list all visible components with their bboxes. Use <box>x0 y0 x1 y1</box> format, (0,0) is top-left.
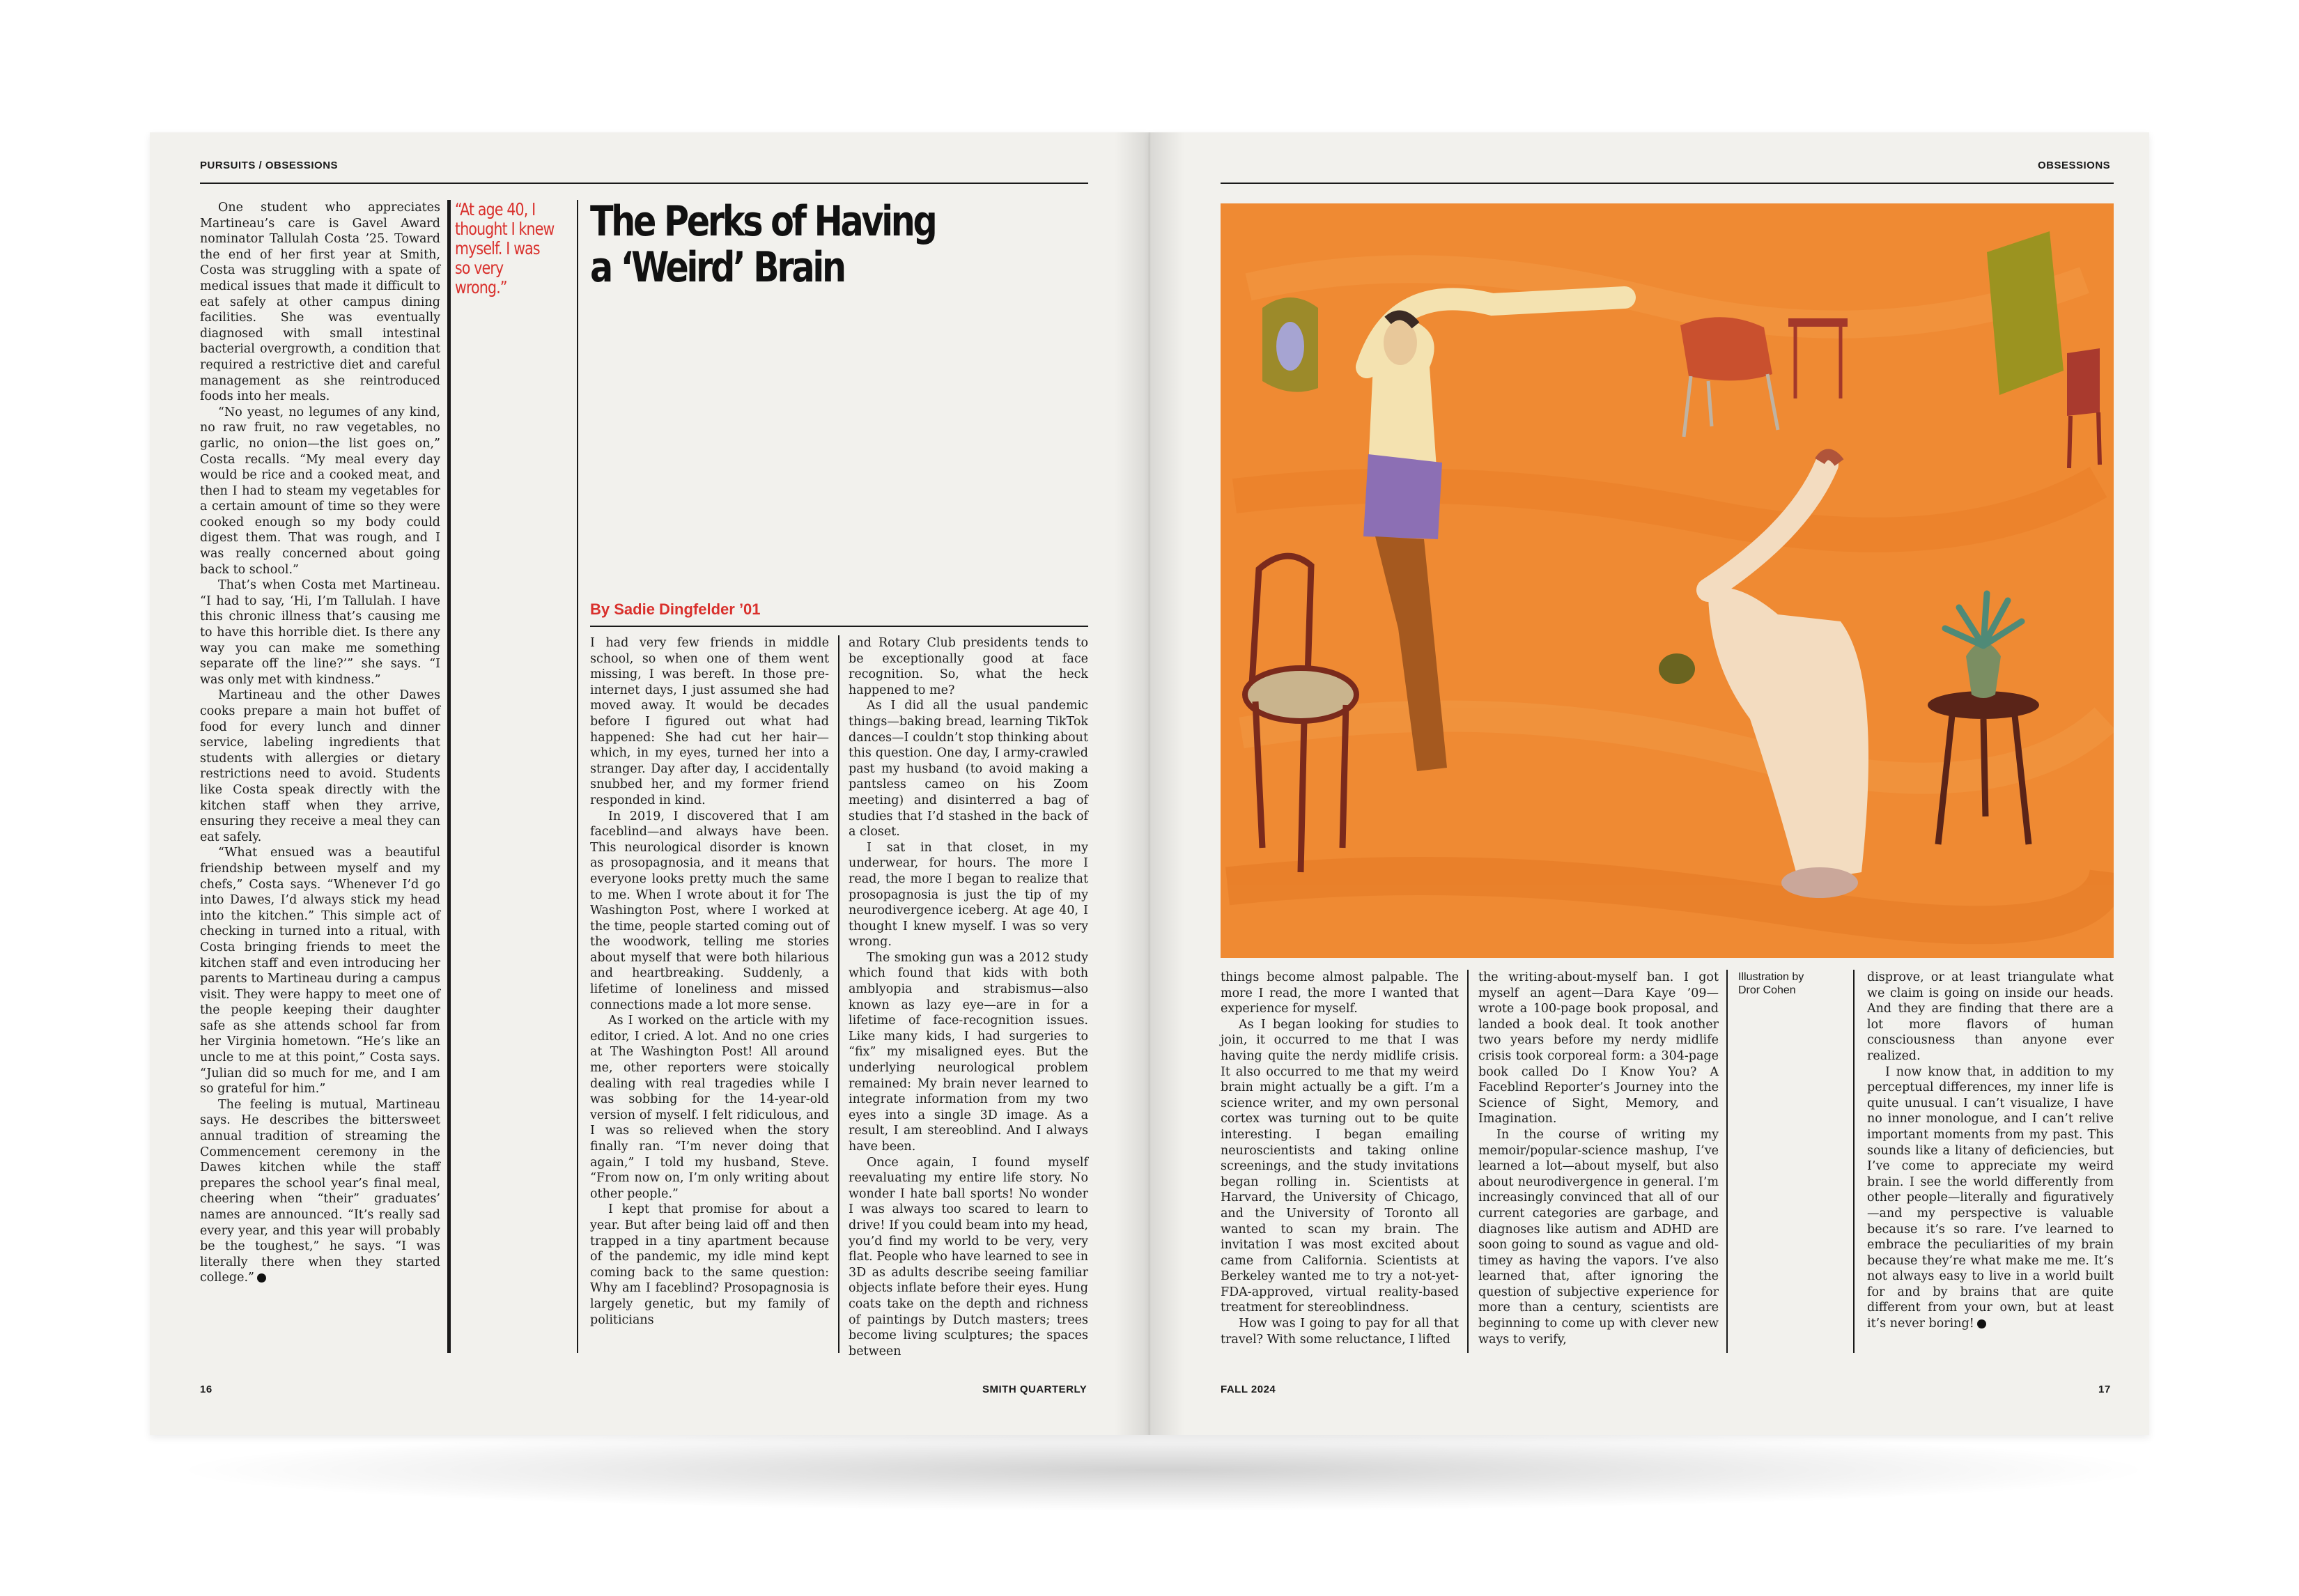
paragraph: That’s when Costa met Martineau. “I had to say, ‘Hi, I’m Tallulah. I have this chronic illness that’s causing me to have this horrible diet. Is there any way you can make me something separate off the line?’” she says. “I was only met with kindness.” <box>200 578 440 687</box>
illustration <box>1221 203 2114 958</box>
credit-line-2: Dror Cohen <box>1738 984 1796 996</box>
column-divider <box>1467 970 1469 1353</box>
paragraph: As I did all the usual pandemic things—baking bread, learning TikTok dances—I couldn’t stop thinking about this question. One day, I army-crawled past my husband (to avoid making a pantsless cameo on his Zoom meeting) and disinterred a bag of studies that I’d stashed in the back of a closet. <box>849 699 1088 839</box>
headline-line-1: The Perks of Having <box>590 197 936 246</box>
paragraph-text: The feeling is mutual, Martineau says. He describes the bittersweet annual tradition of streaming the Commencement ceremony in the Dawes kitchen while the staff prepares the school year’s final meal, cheering when “their” graduates’ names are announced. “It’s really sad every year, and this year will probably be the toughest,” he says. “I was literally there when they started college.” <box>200 1097 440 1285</box>
paragraph: Once again, I found myself reevaluating my entire life story. No wonder I hate ball sports! No wonder I was always too scared to learn to drive! If you could beam into my head, you’d find my world to be very, very flat. People who have learned to see in 3D as adults describe seeing familiar objects inflate before their eyes. Hung coats take on the depth and richness of paintings by Dutch masters; trees become living sculptures; the spaces between <box>849 1155 1088 1358</box>
paragraph: “What ensued was a beautiful friendship between myself and my chefs,” Costa says. “Whenever I’d go into Dawes, I’d always stick my head into the kitchen.” This simple act of checking in turned into a ritual, with Costa bringing friends to meet the kitchen staff and even introducing her parents to Martineau during a campus visit. They were happy to meet one of the people keeping their daughter safe as she attends school far from her Virginia hometown. “He’s like an uncle to me at this point,” Costa says. “Julian did so much for me, and I am so grateful for him.” <box>200 846 440 1097</box>
right-header-rule <box>1221 183 2114 184</box>
cabinet <box>1987 231 2064 395</box>
paragraph: How was I going to pay for all that travel? With some reluctance, I lifted <box>1221 1317 1459 1347</box>
plant-vase <box>1966 642 2001 698</box>
byline-rule <box>590 626 1088 627</box>
bending-figure-head <box>1659 653 1695 684</box>
right-column-2 <box>1478 970 1719 1347</box>
left-column-3 <box>849 635 1088 1359</box>
paragraph: I kept that promise for about a year. But after being laid off and then trapped in a tiny apartment because of the pandemic, my idle mind kept coming back to the same question: Why am I faceblind? Prosopagnosia is largely genetic, but my family of politicians <box>590 1202 829 1327</box>
end-mark-icon <box>257 1273 266 1283</box>
pull-quote: “At age 40, I thought I knew myself. I was so very wrong.” <box>455 199 555 297</box>
paragraph: The smoking gun was a 2012 study which found that kids with both amblyopia and strabismus—also known as lazy eye—are in for a lifetime of face-recognition issues. Like many kids, I had surgeries to “fix” my misaligned eyes. But the underlying neurological problem remained: My brain never learned to integrate information from my two eyes into a single 3D image. As a result, I am stereoblind. And I always have been. <box>849 950 1088 1154</box>
column-divider <box>1726 970 1728 1353</box>
issue-date: FALL 2024 <box>1221 1384 1276 1395</box>
paragraph: and Rotary Club presidents tends to be exceptionally good at face recognition. So, what the heck happened to me? <box>849 636 1088 697</box>
left-column-1 <box>200 200 440 1286</box>
page-number-left: 16 <box>200 1384 212 1395</box>
end-mark-icon <box>1977 1319 1986 1328</box>
standing-figure-skirt <box>1363 454 1442 539</box>
paragraph <box>200 1097 440 1286</box>
paragraph: things become almost palpable. The more I read, the more I wanted that experience for myself. <box>1221 970 1459 1016</box>
paragraph: In the course of writing my memoir/popular-science mashup, I’ve learned a lot—about myself, but also about neurodivergence in general. I’m increasingly convinced that all of our current categories are garbage, and diagnoses like autism and ADHD are soon going to sound as vague and old-timey as having the vapors. I’ve also learned that, after ignoring the question of subjective experience for more than a century, scientists are beginning to come up with clever new ways to verify, <box>1478 1127 1719 1347</box>
mirror-reflection <box>1276 322 1304 371</box>
left-column-2 <box>590 635 829 1328</box>
paragraph: As I began looking for studies to join, it occurred to me that I was having quite the nerdy midlife crisis. It also occurred to me that my weird brain might actually be a gift. I’m a science writer, and my own personal cortex was turning out to be quite interesting. I began emailing neuroscientists and taking online screenings, and the study invitations began rolling in. Scientists at Harvard, the University of Chicago, and the University of Toronto all wanted to scan my brain. The invitation I was most excited about came from California. Scientists at Berkeley wanted me to try a not-yet-FDA-approved, virtual reality-based treatment for stereoblindness. <box>1221 1017 1459 1315</box>
paragraph: One student who appreciates Martineau’s care is Gavel Award nominator Tallulah Costa ’25. Toward the end of her first year at Smith, Costa was struggling with a spate of medical issues that made it difficult to eat safely at other campus dining facilities. She was eventually diagnosed with small intestinal bacterial overgrowth, a condition that required a restrictive diet and careful management as she reintroduced foods into her meals. <box>200 201 440 404</box>
paragraph: I sat in that closet, in my underwear, for hours. The more I read, the more I began to realize that prosopagnosia is just the tip of my neurodivergence iceberg. At age 40, I thought I knew myself. I was so very wrong. <box>849 840 1088 950</box>
red-chair <box>2067 348 2100 416</box>
left-section-label: PURSUITS / OBSESSIONS <box>200 160 339 171</box>
spine-gutter <box>1115 132 1184 1435</box>
credit-line-1: Illustration by <box>1738 971 1804 983</box>
paragraph <box>1867 1064 2114 1332</box>
paragraph: Martineau and the other Dawes cooks prepare a main hot buffet of food for every lunch and dinner service, labeling ingredients that students with allergies or dietary restrictions need to avoid. Students like Costa speak directly with the kitchen staff when they arrive, ensuring they receive a meal they can eat safely. <box>200 688 440 844</box>
page-number-right: 17 <box>2098 1384 2111 1395</box>
paragraph-text: I now know that, in addition to my perceptual differences, my inner life is quite unusual. I can’t visualize, I have no inner monologue, and I can’t relive important moments from my past. This sounds like a litany of deficiencies, but I’ve come to appreciate my weird brain. I see the world differently from other people—literally and figuratively—and my perspective is valuable because it’s so rare. I’ve learned to embrace the peculiarities of my brain because they’re what make me me. It’s not always easy to live in a world built for and by brains that are quite different from your own, but at least it’s never boring! <box>1867 1064 2114 1331</box>
paragraph: “No yeast, no legumes of any kind, no raw fruit, no raw vegetables, no garlic, no onion—the list goes on,” Costa recalls. “My meal every day would be rice and a cooked meat, and then I had to steam my vegetables for a certain amount of time so they were cooked enough so my body could digest them. That was rough, and I was really concerned about going back to school.” <box>200 405 440 577</box>
headline <box>590 199 935 290</box>
byline: By Sadie Dingfelder ’01 <box>590 601 761 618</box>
paragraph: In 2019, I discovered that I am faceblind—and always have been. This neurological disorder is known as prosopagnosia, and it means that everyone looks pretty much the same to me. When I wrote about it for The Washington Post, where I worked at the time, people started coming out of the woodwork, telling me stories about myself that were both hilarious and heartbreaking. Suddenly, a lifetime of loneliness and missed connections made a lot more sense. <box>590 809 829 1012</box>
bending-figure-feet <box>1781 867 1858 898</box>
side-table <box>1788 318 1848 327</box>
column-divider <box>1853 970 1855 1353</box>
wooden-chair-seat <box>1245 668 1356 721</box>
right-section-label: OBSESSIONS <box>2038 160 2111 171</box>
right-column-3 <box>1867 970 2114 1332</box>
right-column-1 <box>1221 970 1459 1347</box>
column-divider <box>577 200 578 1353</box>
paragraph: As I worked on the article with my editor, I cried. A lot. And no one cries at The Washington Post! All around me, other reporters were stoically dealing with real tragedies while I was sobbing for the 14-year-old version of myself. I felt ridiculous, and I was so relieved when the story finally ran. “I’m never doing that again,” I told my husband, Steve. “From now on, I’m only writing about other people.” <box>590 1014 829 1201</box>
publication-title: SMITH QUARTERLY <box>982 1384 1087 1395</box>
headline-line-2: a ‘Weird’ Brain <box>590 243 844 292</box>
paragraph: the writing-about-myself ban. I got myself an agent—Dara Kaye ’09—wrote a 100-page book proposal, and landed a book deal. It took another two years before my nerdy midlife crisis took corporeal form: a 304-page book called Do I Know You? A Faceblind Reporter’s Journey into the Science of Sight, Memory, and Imagination. <box>1478 970 1719 1126</box>
armchair <box>1680 317 1772 380</box>
left-header-rule <box>200 183 1088 184</box>
magazine-shadow <box>167 1428 2160 1512</box>
paragraph: I had very few friends in middle school, so when one of them went missing, I was bereft. In those pre-internet days, I just assumed she had moved away. It would be decades before I figured out what had happened: She had cut her hair—which, in my eyes, turned her into a stranger. Day after day, I accidentally snubbed her, and my former friend responded in kind. <box>590 636 829 807</box>
paragraph: disprove, or at least triangulate what we claim is going on inside our heads. And they are finding that there are a lot more flavors of human consciousness than anyone ever realized. <box>1867 970 2114 1063</box>
column-divider-thick <box>447 200 451 1353</box>
illustration-credit <box>1738 970 1843 997</box>
column-divider <box>838 635 839 1353</box>
